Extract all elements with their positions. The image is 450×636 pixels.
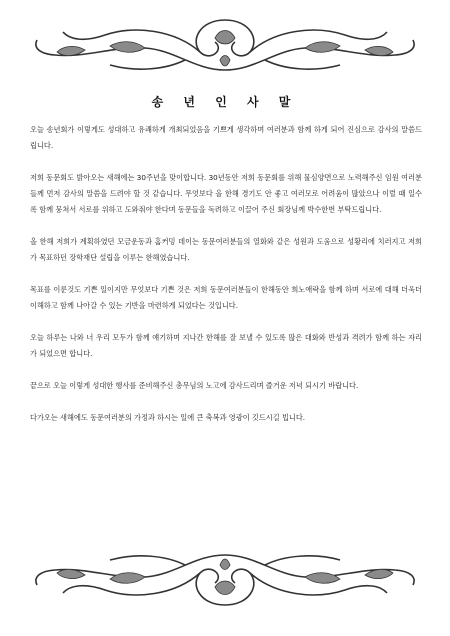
top-scroll-ornament-icon [25,10,425,80]
paragraph: 저희 동문회도 밝아오는 새해에는 30주년을 맞이합니다. 30년동안 저희 동문회를 위해 물심양면으로 노력해주신 임원 여러분들께 먼저 감사의 말씀을 드려야 할 것 같습니다. 무엇보다 올 한해 경기도 안 좋고 여러모로 어려움이 많았으나 이럴 때 일수록 함께 뭉쳐서 서로를 위하고 도와줘야 한다며 동문들을 독려하고 이끌어 주신 회장님께 박수한번 부탁드립니다. [30,173,422,214]
paragraph: 올 한해 저희가 계획하였던 모금운동과 홈커밍 데이는 동문여러분들의 열화와 같은 성원과 도움으로 성황리에 치러지고 저희가 목표하던 장학재단 설립을 이루는 한해였습니다. [30,237,422,262]
document-body [30,122,422,442]
paragraph: 목표를 이룬것도 기쁜 일이지만 무엇보다 기쁜 것은 저희 동문여러분들이 한해동안 희노애락을 함께 하며 서로에 대해 더욱더 이해하고 함께 나아갈 수 있는 기반을 마련하게 되었다는 것입니다. [30,285,422,310]
paragraph: 오늘 하루는 나와 너 우리 모두가 함께 얘기하며 지나간 한해를 잘 보낼 수 있도록 많은 대화와 반성과 격려가 함께 하는 자리가 되었으면 합니다. [30,333,422,358]
bottom-scroll-ornament-icon [25,545,425,615]
paragraph: 끝으로 오늘 이렇게 성대한 행사를 준비해주신 총무님의 노고에 감사드리며 즐거운 저녁 되시기 바랍니다. [30,381,359,390]
page-title: 송 년 인 사 말 [151,95,299,109]
paragraph: 오늘 송년회가 이렇게도 성대하고 유쾌하게 개최되었음을 기쁘게 생각하며 여러분과 함께 하게 되어 진심으로 감사의 말씀드립니다. [30,125,422,150]
paragraph: 다가오는 새해에도 동문여러분의 가정과 하시는 일에 큰 축복과 영광이 깃드시길 빕니다. [30,413,306,422]
